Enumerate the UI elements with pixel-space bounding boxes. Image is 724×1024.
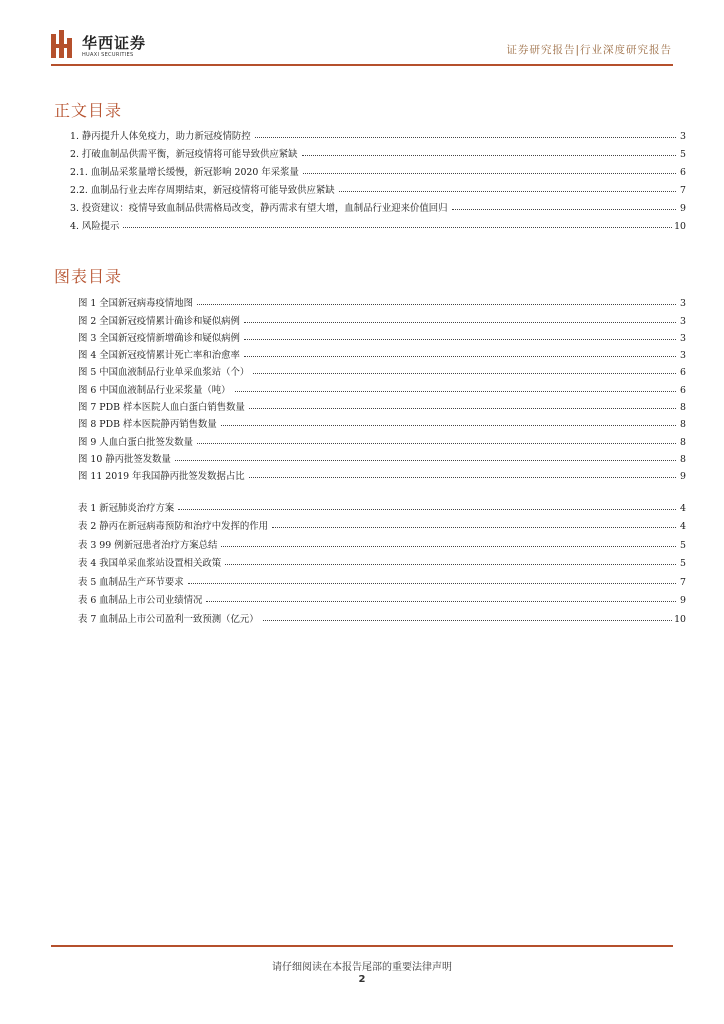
- toc-item-label: 4. 风险提示: [70, 221, 120, 232]
- toc-item-page: 8: [680, 402, 686, 414]
- toc-item-page: 6: [680, 384, 686, 396]
- leader-dots: [225, 563, 676, 565]
- toc-item-page: 8: [680, 436, 686, 448]
- toc-item-label: 图 6 中国血液制品行业采浆量（吨）: [78, 384, 231, 396]
- leader-dots: [452, 208, 676, 210]
- page-number: 2: [358, 974, 366, 985]
- toc-item-label: 2. 打破血制品供需平衡，新冠疫情将可能导致供应紧缺: [70, 149, 298, 160]
- leader-dots: [272, 526, 676, 528]
- logo-english-name: HUAXI SECURITIES: [82, 52, 134, 58]
- table-toc-item[interactable]: [78, 514, 686, 533]
- toc-item-label: 表 2 静丙在新冠病毒预防和治疗中发挥的作用: [78, 521, 269, 532]
- table-toc-item[interactable]: [78, 569, 686, 588]
- toc-item-page: 5: [680, 539, 686, 551]
- figure-toc-item[interactable]: [78, 448, 686, 465]
- leader-dots: [221, 424, 676, 426]
- figure-toc-item[interactable]: [78, 309, 686, 326]
- figure-toc-item[interactable]: [78, 413, 686, 430]
- toc-item-label: 图 4 全国新冠疫情累计死亡率和治愈率: [78, 350, 240, 362]
- leader-dots: [175, 459, 676, 461]
- toc-item-page: 3: [680, 332, 686, 344]
- main-toc-title: 正文目录: [54, 101, 123, 120]
- toc-item-label: 表 1 新冠肺炎治疗方案: [78, 502, 175, 514]
- figure-toc-list: [78, 292, 686, 482]
- logo-chinese-name: 华西证券: [82, 34, 147, 52]
- header-divider: [51, 64, 673, 66]
- toc-item[interactable]: [70, 196, 686, 214]
- leader-dots: [188, 582, 676, 584]
- toc-item-page: 10: [674, 613, 686, 625]
- toc-item-label: 图 8 PDB 样本医院静丙销售数量: [78, 419, 217, 431]
- table-toc-item[interactable]: [78, 551, 686, 570]
- footer-divider: [51, 945, 673, 947]
- toc-item-label: 表 4 我国单采血浆站设置相关政策: [78, 558, 222, 569]
- leader-dots: [221, 545, 676, 547]
- toc-item-page: 8: [680, 453, 686, 465]
- toc-item-label: 表 3 99 例新冠患者治疗方案总结: [78, 539, 218, 551]
- figure-toc-item[interactable]: [78, 292, 686, 309]
- toc-item-page: 3: [680, 131, 686, 142]
- toc-item-label: 图 10 静丙批签发数量: [78, 453, 171, 465]
- leader-dots: [235, 390, 676, 392]
- table-toc-item[interactable]: [78, 588, 686, 607]
- page-header: [0, 0, 724, 66]
- figure-toc-item[interactable]: [78, 344, 686, 361]
- figure-toc-item[interactable]: [78, 430, 686, 447]
- toc-item-label: 1. 静丙提升人体免疫力，助力新冠疫情防控: [70, 131, 251, 142]
- toc-item-page: 3: [680, 298, 686, 310]
- figure-toc-title: 图表目录: [54, 267, 123, 286]
- leader-dots: [244, 338, 676, 340]
- toc-item-page: 9: [680, 595, 686, 606]
- toc-item-page: 7: [680, 576, 686, 588]
- figure-toc-item[interactable]: [78, 361, 686, 378]
- toc-item-page: 4: [680, 502, 686, 514]
- toc-item-label: 图 1 全国新冠病毒疫情地图: [78, 298, 194, 310]
- figure-toc-item[interactable]: [78, 396, 686, 413]
- table-toc-item[interactable]: [78, 606, 686, 625]
- toc-item-page: 9: [680, 203, 686, 214]
- toc-item[interactable]: [70, 142, 686, 160]
- toc-item-page: 9: [680, 471, 686, 483]
- leader-dots: [178, 508, 676, 510]
- toc-item-label: 3. 投资建议：疫情导致血制品供需格局改变，静丙需求有望大增，血制品行业迎来价值回归: [70, 203, 448, 214]
- toc-item-page: 8: [680, 419, 686, 431]
- toc-item[interactable]: [70, 214, 686, 232]
- leader-dots: [303, 172, 676, 174]
- leader-dots: [123, 226, 672, 228]
- toc-item-page: 7: [680, 185, 686, 196]
- figure-toc-item[interactable]: [78, 327, 686, 344]
- leader-dots: [249, 476, 676, 478]
- report-type-label: 证券研究报告|行业深度研究报告: [506, 44, 672, 56]
- toc-item-label: 图 7 PDB 样本医院人血白蛋白销售数量: [78, 402, 245, 414]
- toc-item-page: 6: [680, 167, 686, 178]
- leader-dots: [255, 136, 676, 138]
- toc-item-page: 4: [680, 521, 686, 532]
- main-toc-list: [70, 124, 686, 232]
- toc-item[interactable]: [70, 178, 686, 196]
- table-toc-item[interactable]: [78, 532, 686, 551]
- toc-item-label: 表 6 血制品上市公司业绩情况: [78, 595, 203, 606]
- toc-item[interactable]: [70, 160, 686, 178]
- legal-notice: 请仔细阅读在本报告尾部的重要法律声明: [272, 962, 452, 973]
- toc-item-page: 3: [680, 315, 686, 327]
- leader-dots: [197, 303, 676, 305]
- toc-item-page: 10: [674, 221, 686, 232]
- toc-item-label: 图 2 全国新冠疫情累计确诊和疑似病例: [78, 315, 240, 327]
- toc-item-label: 图 3 全国新冠疫情新增确诊和疑似病例: [78, 332, 240, 344]
- toc-item-page: 5: [680, 558, 686, 569]
- leader-dots: [339, 190, 676, 192]
- table-toc-list: [78, 495, 686, 625]
- toc-item-label: 图 9 人血白蛋白批签发数量: [78, 436, 194, 448]
- leader-dots: [253, 372, 676, 374]
- leader-dots: [302, 154, 676, 156]
- leader-dots: [206, 600, 676, 602]
- toc-item-page: 5: [680, 149, 686, 160]
- leader-dots: [263, 619, 672, 621]
- leader-dots: [244, 321, 676, 323]
- toc-item-page: 3: [680, 350, 686, 362]
- figure-toc-item[interactable]: [78, 378, 686, 395]
- leader-dots: [244, 355, 676, 357]
- toc-item-label: 图 5 中国血液制品行业单采血浆站（个）: [78, 367, 250, 379]
- toc-item-label: 2.2. 血制品行业去库存周期结束，新冠疫情将可能导致供应紧缺: [70, 185, 335, 196]
- toc-item-label: 2.1. 血制品采浆量增长缓慢，新冠影响 2020 年采浆量: [70, 167, 299, 178]
- toc-item[interactable]: [70, 124, 686, 142]
- table-toc-item[interactable]: [78, 495, 686, 514]
- leader-dots: [197, 442, 676, 444]
- huaxi-logo-icon: [51, 30, 73, 58]
- leader-dots: [249, 407, 676, 409]
- toc-item-label: 表 5 血制品生产环节要求: [78, 576, 184, 588]
- toc-item-label: 表 7 血制品上市公司盈利一致预测（亿元）: [78, 613, 259, 625]
- toc-item-page: 6: [680, 367, 686, 379]
- toc-item-label: 图 11 2019 年我国静丙批签发数据占比: [78, 471, 245, 483]
- figure-toc-item[interactable]: [78, 465, 686, 482]
